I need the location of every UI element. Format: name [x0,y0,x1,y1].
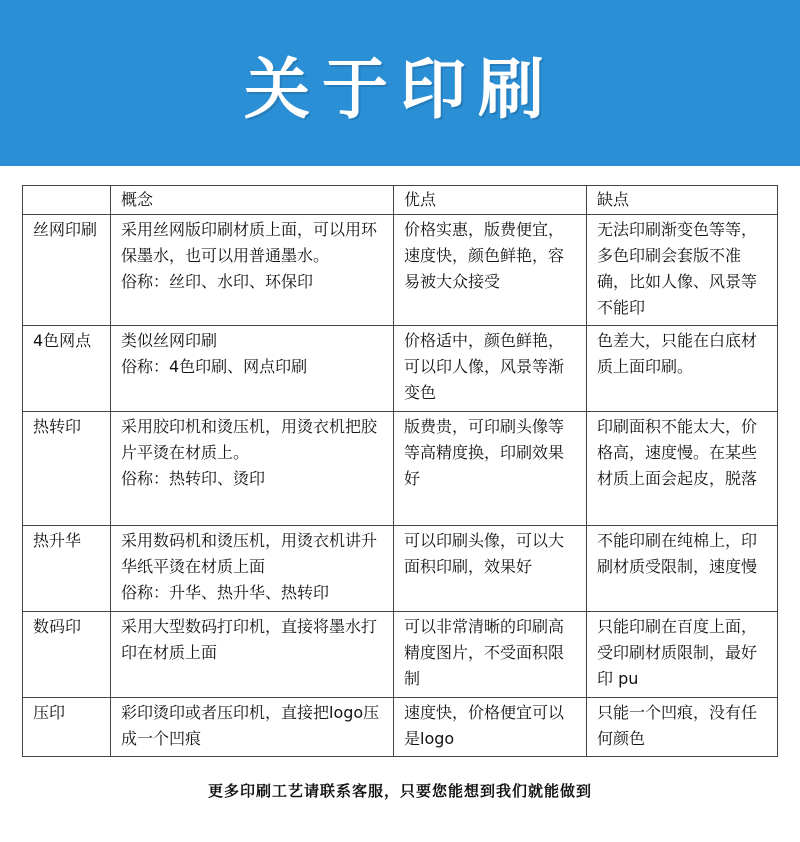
header-cell-blank [23,186,111,215]
header-cell-pros: 优点 [394,186,587,215]
pros-cell: 价格实惠，版费便宜，速度快，颜色鲜艳，容易被大众接受 [394,215,587,326]
title-banner [0,0,800,166]
cons-cell: 无法印刷渐变色等等，多色印刷会套版不准确，比如人像、风景等不能印 [587,215,778,326]
concept-line: 俗称：升华、热升华、热转印 [121,583,330,602]
concept-line: 类似丝网印刷 [121,331,218,350]
row-name-cell: 数码印 [23,612,111,698]
header-cell-concept: 概念 [111,186,394,215]
concept-cell [111,326,394,412]
contact-note: 更多印刷工艺请联系客服，只要您能想到我们就能做到 [207,782,592,800]
concept-cell [111,526,394,612]
printing-comparison-table [22,185,778,757]
concept-line: 采用胶印机和烫压机，用烫衣机把胶片平烫在材质上。 [121,417,378,462]
concept-line: 采用丝网版印刷材质上面，可以用环保墨水，也可以用普通墨水。 [121,220,378,265]
cons-cell: 印刷面积不能太大，价格高，速度慢。在某些材质上面会起皮，脱落 [587,412,778,526]
concept-cell [111,215,394,326]
concept-line: 俗称：丝印、水印、环保印 [121,272,314,291]
cons-cell: 只能一个凹痕，没有任何颜色 [587,698,778,757]
row-name-cell: 丝网印刷 [23,215,111,326]
table-row [23,412,778,526]
page-title: 关于印刷 [244,49,556,128]
concept-line: 俗称：4色印刷、网点印刷 [121,357,308,376]
row-name-cell: 4色网点 [23,326,111,412]
row-name-cell: 热转印 [23,412,111,526]
concept-line: 俗称：热转印、烫印 [121,469,266,488]
table-row [23,326,778,412]
pros-cell: 速度快，价格便宜可以是logo [394,698,587,757]
table-row [23,215,778,326]
pros-cell: 价格适中，颜色鲜艳，可以印人像，风景等渐变色 [394,326,587,412]
row-name-cell: 热升华 [23,526,111,612]
concept-cell: 彩印烫印或者压印机，直接把logo压成一个凹痕 [111,698,394,757]
row-name-cell: 压印 [23,698,111,757]
concept-cell: 采用大型数码打印机，直接将墨水打印在材质上面 [111,612,394,698]
cons-cell: 不能印刷在纯棉上，印刷材质受限制，速度慢 [587,526,778,612]
table-row [23,612,778,698]
header-cell-cons: 缺点 [587,186,778,215]
table-row [23,698,778,757]
pros-cell: 可以印刷头像，可以大面积印刷，效果好 [394,526,587,612]
table-header-row [23,186,778,215]
concept-line: 采用数码机和烫压机，用烫衣机讲升华纸平烫在材质上面 [121,531,378,576]
pros-cell: 可以非常清晰的印刷高精度图片，不受面积限制 [394,612,587,698]
pros-cell: 版费贵，可印刷头像等等高精度换，印刷效果好 [394,412,587,526]
table-row [23,526,778,612]
concept-cell [111,412,394,526]
cons-cell: 色差大，只能在白底材质上面印刷。 [587,326,778,412]
cons-cell: 只能印刷在百度上面，受印刷材质限制，最好印 pu [587,612,778,698]
